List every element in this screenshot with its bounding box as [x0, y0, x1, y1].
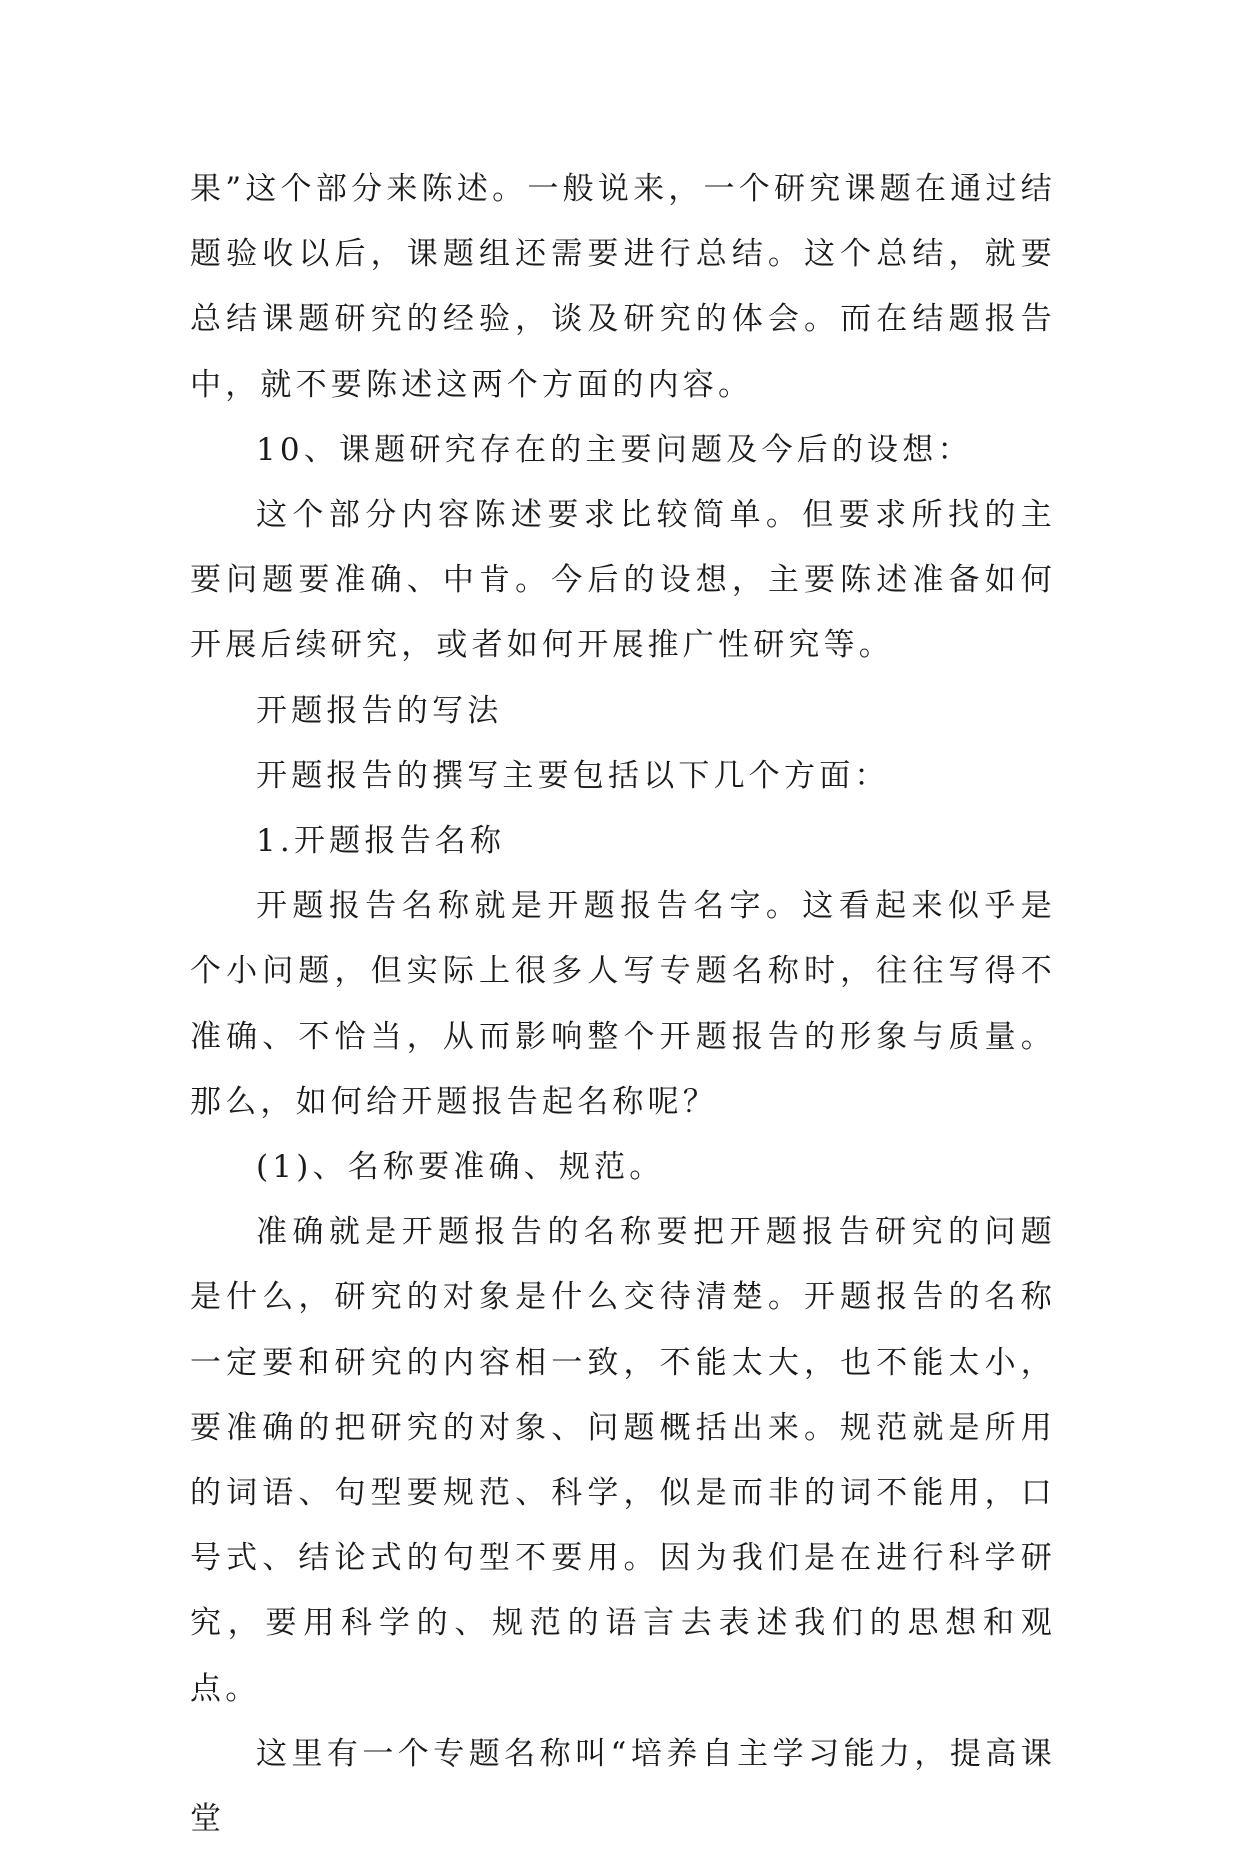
section-heading-method: 开题报告的写法 [256, 692, 503, 729]
paragraph-accurate-name: 准确就是开题报告的名称要把开题报告研究的问题是什么，研究的对象是什么交待清楚。开题报告的名称一定要和研究的内容相一致，不能太大，也不能太小，要准确的把研究的对象、问题概括出来。规范就是所用的词语、句型要规范、科学，似是而非的词不能用，口号式、结论式的句型不要用。因为我们是在进行科学研究，要用科学的、规范的语言去表述我们的思想和观点。 [190, 1214, 1056, 1707]
paragraph-example: 这里有一个专题名称叫“培养自主学习能力，提高课堂 [190, 1735, 1056, 1838]
paragraph-report-name: 开题报告名称就是开题报告名字。这看起来似乎是个小问题，但实际上很多人写专题名称时，往往写得不准确、不恰当，从而影响整个开题报告的形象与质量。那么，如何给开题报告起名称呢？ [190, 888, 1056, 1120]
subheading-accurate-name: (1)、名称要准确、规范。 [256, 1149, 665, 1186]
document-body [190, 157, 1056, 1852]
subheading-report-name: 1.开题报告名称 [256, 823, 506, 860]
paragraph-problems: 这个部分内容陈述要求比较简单。但要求所找的主要问题要准确、中肯。今后的设想，主要陈述准备如何开展后续研究，或者如何开展推广性研究等。 [190, 497, 1056, 664]
paragraph-continuation: 果”这个部分来陈述。一般说来，一个研究课题在通过结题验收以后，课题组还需要进行总结。这个总结，就要总结课题研究的经验，谈及研究的体会。而在结题报告中，就不要陈述这两个方面的内容。 [190, 171, 1056, 403]
section-heading-problems: 10、课题研究存在的主要问题及今后的设想： [256, 431, 973, 468]
paragraph-intro: 开题报告的撰写主要包括以下几个方面： [256, 757, 890, 794]
